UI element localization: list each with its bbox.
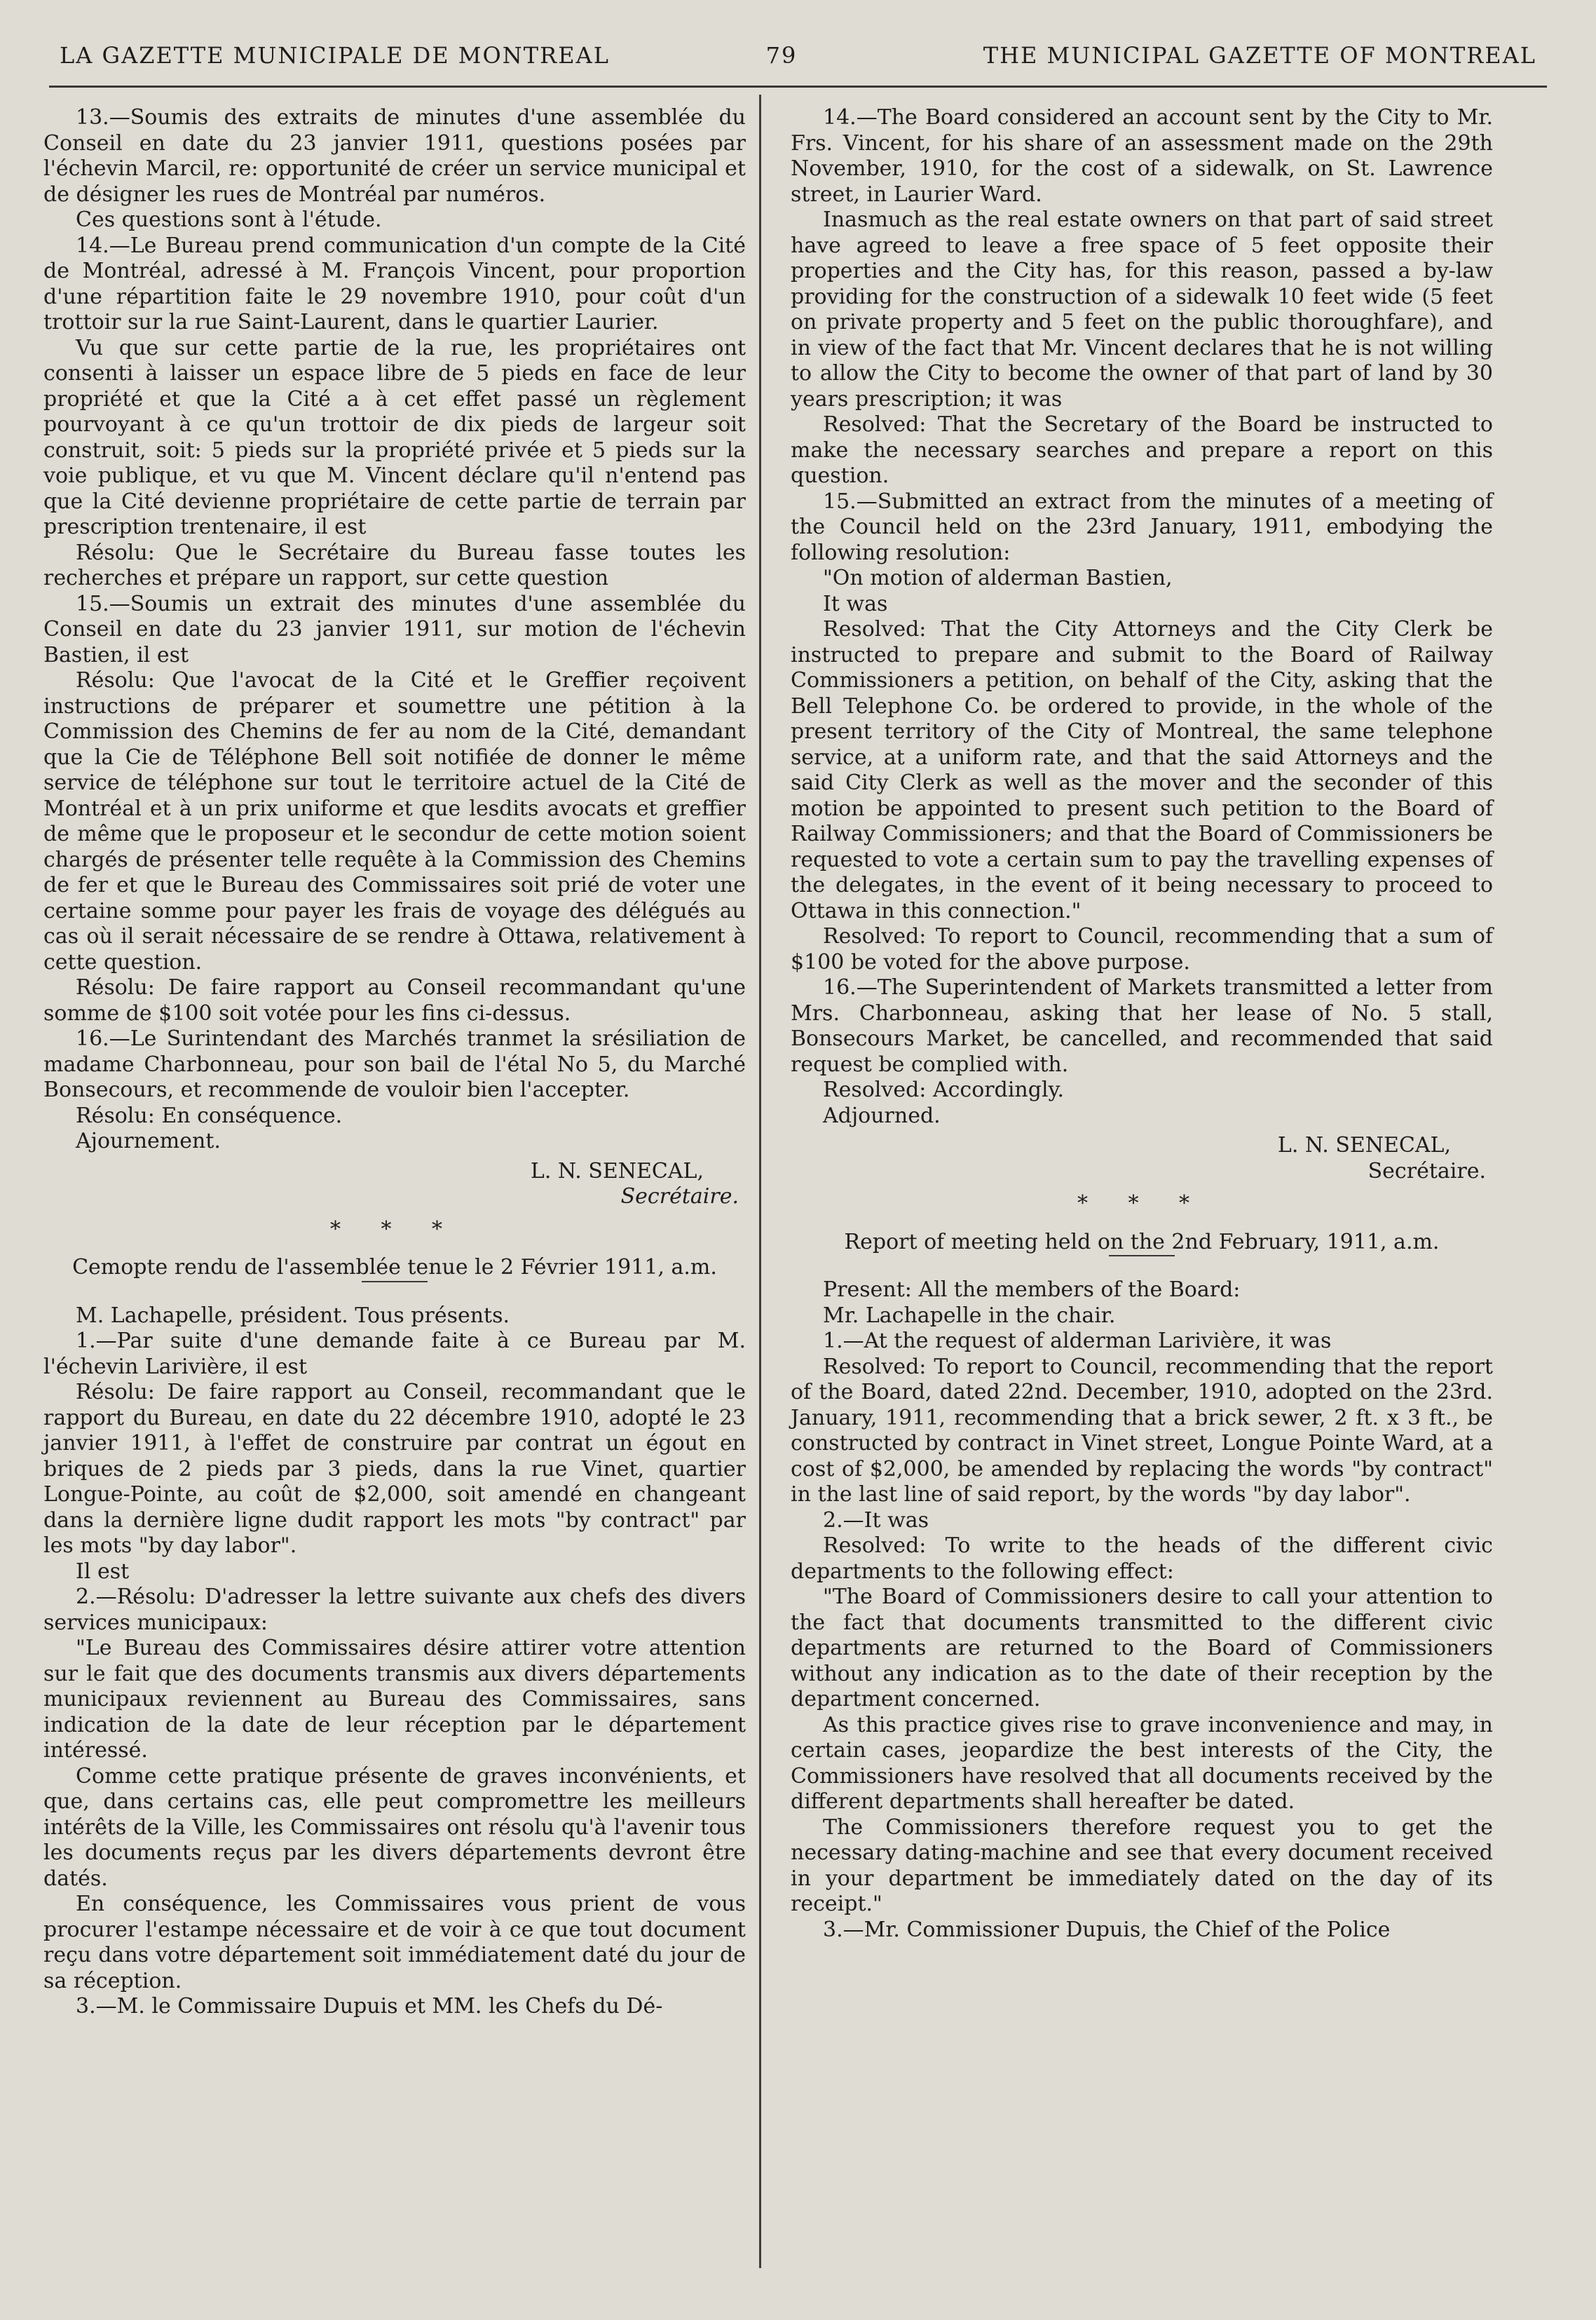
paragraph: 14.—The Board considered an account sent by the City to Mr. Frs. Vincent, for his share of an assessment made on the 29th November, 1910, for the cost of a sidewalk, on St. Lawrence street, in Laurier Ward. [791,105,1493,207]
paragraph: Ajournement. [76,1129,221,1153]
section-separator: * * * [1077,1191,1207,1216]
paragraph: 16.—The Superintendent of Markets transmitted a letter from Mrs. Charbonneau, asking that her lease of No. 5 stall, Bonsecours Market, be cancelled, and recommended that said request be complied with. [791,975,1493,1077]
paragraph: It was [823,591,888,616]
paragraph: Résolu: De faire rapport au Conseil, recommandant que le rapport du Bureau, en date du 22 décembre 1910, adopté le 23 janvier 1911, à l'effet de construire par contrat un égout en briques de 2 pieds par 3 pieds, dans la rue Vinet, quartier Longue-Pointe, au coût de $2,000, soit amendé en changeant dans la dernière ligne dudit rapport les mots "by contract" par les mots "by day labor". [43,1380,746,1558]
paragraph: The Commissioners therefore request you to get the necessary dating-machine and see that every document received in your department be immediately dated on the day of its receipt." [791,1814,1493,1916]
signature-title: Secrétaire. [1367,1158,1486,1183]
paragraph: Adjourned. [823,1103,941,1128]
french-column [43,105,746,2020]
paragraph: Résolu: Que le Secrétaire du Bureau fasse toutes les recherches et prépare un rapport, sur cette question [43,540,746,590]
page-header [49,28,1547,88]
header-french-title: LA GAZETTE MUNICIPALE DE MONTREAL [60,42,610,69]
paragraph: 15.—Soumis un extrait des minutes d'une assemblée du Conseil en date du 23 janvier 1911, sur motion de l'échevin Bastien, il est [43,591,746,667]
paragraph: Comme cette pratique présente de graves inconvénients, et que, dans certains cas, elle peut compromettre les meilleurs intérêts de la Ville, les Commissaires ont résolu qu'à l'avenir tous les documents reçus par les divers départements devront être datés. [43,1763,746,1891]
paragraph: As this practice gives rise to grave inconvenience and may, in certain cases, jeopardize the best interests of the City, the Commissioners have resolved that all documents received by the different departments shall hereafter be dated. [791,1712,1493,1814]
paragraph: Resolved: That the City Attorneys and the City Clerk be instructed to prepare and submit to the Board of Railway Commissioners a petition, on behalf of the City, asking that the Bell Telephone Co. be ordered to provide, in the whole of the present territory of the City of Montreal, the same telephone service, at a uniform rate, and that the said Attorneys and the said City Clerk as well as the mover and the seconder of this motion be appointed to present such petition to the Board of Railway Commissioners; and that the Board of Commissioners be requested to vote a certain sum to pay the travelling expenses of the delegates, in the event of it being necessary to proceed to Ottawa in this connection." [791,617,1493,923]
paragraph: Present: All the members of the Board: [823,1277,1241,1302]
paragraph: Mr. Lachapelle in the chair. [823,1303,1116,1328]
paragraph: Résolu: De faire rapport au Conseil recommandant qu'une somme de $100 soit votée pour les fins ci-dessus. [43,975,746,1026]
paragraph: 1.—Par suite d'une demande faite à ce Bureau par M. l'échevin Larivière, il est [43,1329,746,1379]
paragraph: "On motion of alderman Bastien, [823,566,1173,590]
paragraph: Ces questions sont à l'étude. [76,208,382,232]
paragraph: 3.—M. le Commissaire Dupuis et MM. les Chefs du Dé- [76,1994,663,2019]
paragraph: Vu que sur cette partie de la rue, les propriétaires ont consenti à laisser un espace libre de 5 pieds en face de leur propriété et que la Cité a à cet effet passé un règlement pourvoyant à ce qu'un trottoir de dix pieds de largeur soit construit, soit: 5 pieds sur la propriété privée et 5 pieds sur la voie publique, et vu que M. Vincent déclare qu'il n'entend pas que la Cité devienne propriétaire de cette partie de terrain par prescription trentenaire, il est [43,335,746,539]
paragraph: 15.—Submitted an extract from the minutes of a meeting of the Council held on the 23rd January, 1911, embodying the following resolution: [791,489,1493,565]
paragraph: 2.—Résolu: D'adresser la lettre suivante aux chefs des divers services municipaux: [43,1585,746,1635]
paragraph: "The Board of Commissioners desire to call your attention to the fact that documents transmitted to the different civic departments are returned to the Board of Commissioners without any indication as to the date of their reception by the department concerned. [791,1585,1493,1711]
report-title: Cemopte rendu de l'assemblée tenue le 2 Février 1911, a.m. [72,1255,717,1280]
signature-name: L. N. SENECAL, [1277,1133,1451,1158]
paragraph: Inasmuch as the real estate owners on that part of said street have agreed to leave a free space of 5 feet opposite their properties and the City has, for this reason, passed a by-law providing for the construction of a sidewalk 10 feet wide (5 feet on private property and 5 feet on the public thoroughfare), and in view of the fact that Mr. Vincent declares that he is not willing to allow the City to become the owner of that part of land by 30 years prescription; it was [791,208,1493,412]
paragraph: Resolved: To write to the heads of the different civic departments to the following effect: [791,1533,1493,1584]
horizontal-rule [1109,1255,1175,1256]
paragraph: 14.—Le Bureau prend communication d'un compte de la Cité de Montréal, adressé à M. François Vincent, pour proportion d'une répartition faite le 29 novembre 1910, pour coût d'un trottoir sur la rue Saint-Laurent, dans le quartier Laurier. [43,233,746,334]
paragraph: 1.—At the request of alderman Larivière, it was [823,1329,1332,1353]
paragraph: Resolved: Accordingly. [823,1078,1065,1102]
report-title: Report of meeting held on the 2nd February, 1911, a.m. [844,1229,1440,1254]
header-english-title: THE MUNICIPAL GAZETTE OF MONTREAL [983,42,1536,69]
paragraph: Résolu: Que l'avocat de la Cité et le Greffier reçoivent instructions de préparer et soumettre une pétition à la Commission des Chemins de fer au nom de la Cité, demandant que la Cie de Téléphone Bell soit notifiée de donner le même service de téléphone sur tout le territoire actuel de la Cité de Montréal et à un prix uniforme et que lesdits avocats et greffier de même que le proposeur et le secondur de cette motion soient chargés de présenter telle requête à la Commission des Chemins de fer et que le Bureau des Commissaires soit prié de voter une certaine somme pour payer les frais de voyage des délégués au cas où il serait nécessaire de se rendre à Ottawa, relativement à cette question. [43,668,746,975]
paragraph: 16.—Le Surintendant des Marchés tranmet la srésiliation de madame Charbonneau, pour son bail de l'étal No 5, du Marché Bonsecours, et recommende de vouloir bien l'accepter. [43,1026,746,1102]
column-divider [759,95,761,2268]
paragraph: 13.—Soumis des extraits de minutes d'une assemblée du Conseil en date du 23 janvier 1911, questions posées par l'échevin Marcil, re: opportunité de créer un service municipal et de désigner les rues de Montréal par numéros. [43,105,746,207]
paragraph: "Le Bureau des Commissaires désire attirer votre attention sur le fait que des documents transmis aux divers départements municipaux reviennent au Bureau des Commissaires, sans indication de la date de leur réception par le département intéressé. [43,1636,746,1763]
signature-title: Secrétaire. [620,1184,739,1209]
paragraph: Resolved: To report to Council, recommending that a sum of $100 be voted for the above purpose. [791,924,1493,975]
paragraph: Resolved: That the Secretary of the Board be instructed to make the necessary searches and prepare a report on this question. [791,412,1493,488]
horizontal-rule [362,1281,428,1282]
paragraph: En conséquence, les Commissaires vous prient de vous procurer l'estampe nécessaire et de voir à ce que tout document reçu dans votre département soit immédiatement daté du jour de sa réception. [43,1892,746,1993]
paragraph: Resolved: To report to Council, recommending that the report of the Board, dated 22nd. December, 1910, adopted on the 23rd. January, 1911, recommending that a brick sewer, 2 ft. x 3 ft., be constructed by contract in Vinet street, Longue Pointe Ward, at a cost of $2,000, be amended by replacing the words "by contract" in the last line of said report, by the words "by day labor". [791,1354,1493,1507]
paragraph: Il est [76,1559,130,1584]
page-number: 79 [765,42,798,69]
signature-name: L. N. SENECAL, [530,1158,704,1183]
english-column [791,105,1493,1943]
paragraph: 2.—It was [823,1507,929,1533]
section-separator: * * * [329,1216,460,1242]
paragraph: 3.—Mr. Commissioner Dupuis, the Chief of the Police [823,1917,1391,1942]
paragraph: Résolu: En conséquence. [76,1103,343,1128]
paragraph: M. Lachapelle, président. Tous présents. [76,1303,510,1328]
